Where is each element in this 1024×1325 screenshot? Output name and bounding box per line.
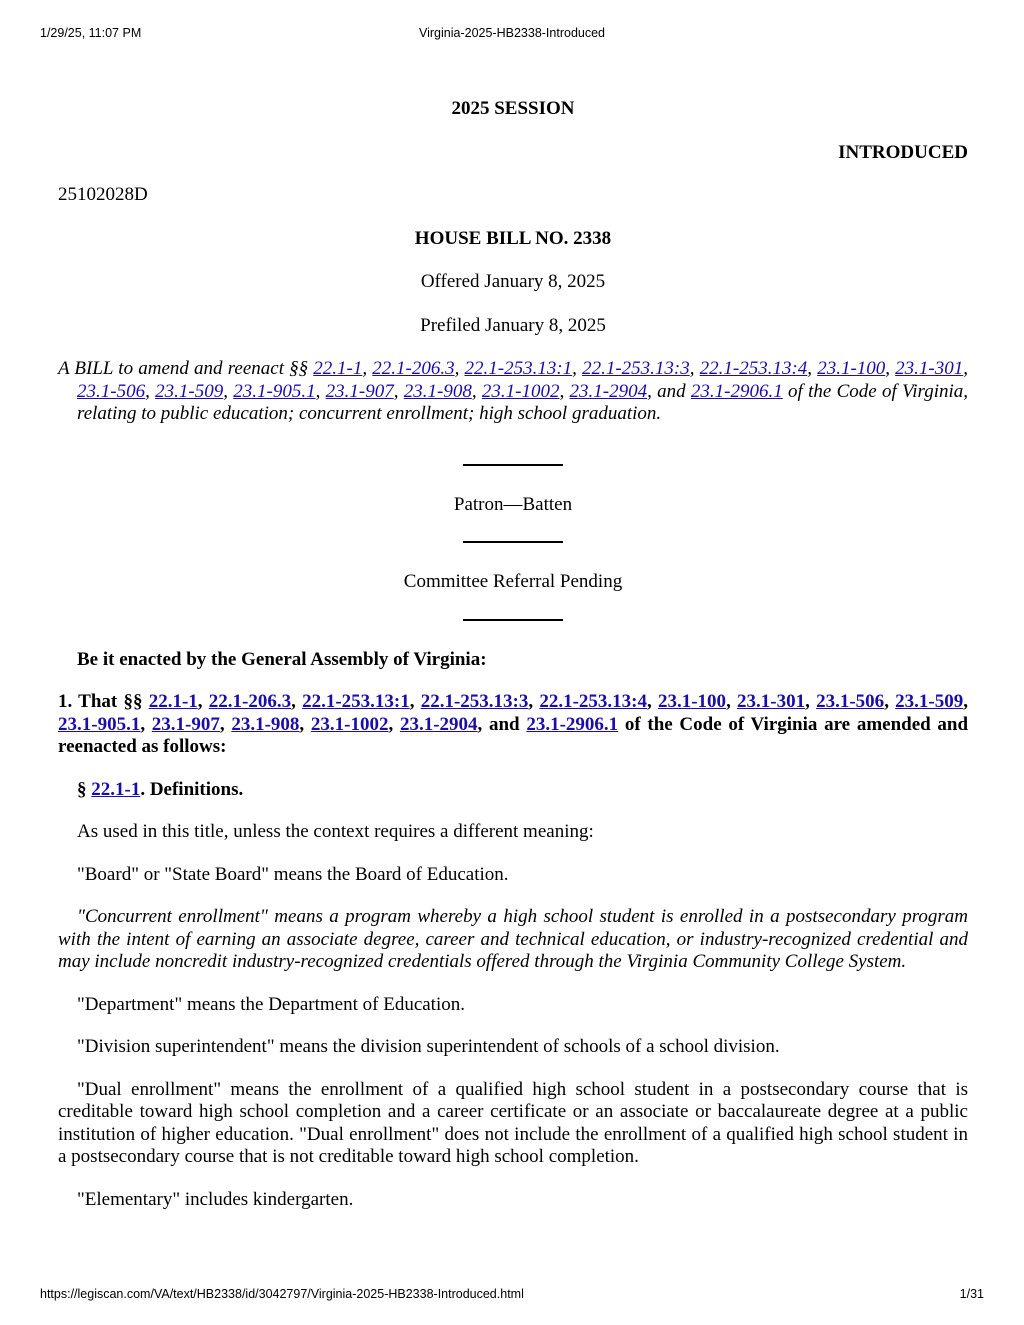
link-separator: , <box>885 358 896 379</box>
desc-section-link[interactable]: 23.1-2904 <box>569 380 648 402</box>
desc-section-link[interactable]: 23.1-509 <box>155 380 224 402</box>
desc-section-link[interactable]: 22.1-206.3 <box>372 358 455 379</box>
clause-section-link[interactable]: 23.1-100 <box>657 691 727 712</box>
definition-elementary: "Elementary" includes kindergarten. <box>77 1188 354 1210</box>
link-separator: , <box>197 691 209 712</box>
link-separator: , <box>219 713 232 735</box>
offered-date: Offered January 8, 2025 <box>420 271 606 292</box>
usage-paragraph: As used in this title, unless the context requires a different meaning: <box>77 821 594 842</box>
bill-title: HOUSE BILL NO. 2338 <box>414 227 612 249</box>
print-title: Virginia-2025-HB2338-Introduced <box>419 26 605 40</box>
link-separator: , <box>963 358 968 379</box>
link-separator: , <box>388 713 400 735</box>
amend-clause <box>58 691 968 759</box>
desc-section-link[interactable]: 23.1-506 <box>77 380 146 402</box>
link-separator: , <box>299 713 311 735</box>
section-mark: § <box>77 778 92 800</box>
clause-section-link[interactable]: 22.1-253.13:3 <box>420 691 529 712</box>
clause-section-link[interactable]: 23.1-905.1 <box>58 713 141 735</box>
bill-document <box>58 98 968 1211</box>
link-separator: , <box>409 691 421 712</box>
desc-section-link[interactable]: 22.1-253.13:4 <box>699 358 808 379</box>
desc-section-link[interactable]: 23.1-905.1 <box>233 380 316 402</box>
desc-section-link[interactable]: 23.1-301 <box>895 358 964 379</box>
link-separator: , <box>726 691 738 712</box>
enacting-clause: Be it enacted by the General Assembly of Virginia: <box>77 648 487 670</box>
link-separator: , <box>471 380 482 402</box>
clause-section-link[interactable]: 23.1-301 <box>737 691 806 712</box>
link-separator: , <box>572 358 583 379</box>
desc-section-link[interactable]: 23.1-2906.1 <box>690 380 783 402</box>
clause-prefix: 1. That §§ <box>58 691 149 712</box>
link-separator: , <box>647 691 658 712</box>
clause-section-link[interactable]: 23.1-506 <box>816 691 885 712</box>
status-heading: INTRODUCED <box>838 141 968 163</box>
print-datetime: 1/29/25, 11:07 PM <box>40 26 142 40</box>
desc-section-link[interactable]: 23.1-100 <box>817 358 886 379</box>
definition-department: "Department" means the Department of Education. <box>77 993 465 1015</box>
separator-rule <box>463 619 563 621</box>
section-heading <box>58 779 968 802</box>
desc-section-link[interactable]: 23.1-907 <box>325 380 394 402</box>
print-page-number: 1/31 <box>959 1287 984 1301</box>
separator-rule <box>463 464 563 466</box>
link-separator: , <box>805 691 817 712</box>
definition-concurrent-enrollment: "Concurrent enrollment" means a program whereby a high school student is enrolled in a postsecondary program with the intent of earning an associate degree, career and technical education, or industry-recognized credential and may include noncredit industry-recognized credentials offered through the Virginia Community College System. <box>58 906 968 972</box>
clause-section-link[interactable]: 22.1-253.13:4 <box>539 691 647 712</box>
clause-section-link[interactable]: 23.1-908 <box>231 713 300 735</box>
clause-section-link[interactable]: 23.1-907 <box>151 713 220 735</box>
link-separator: , <box>884 691 896 712</box>
desc-section-link[interactable]: 22.1-253.13:3 <box>582 358 690 379</box>
link-separator: , <box>963 691 968 712</box>
lis-number: 25102028D <box>58 184 148 205</box>
clause-section-link[interactable]: 23.1-1002 <box>310 713 389 735</box>
clause-section-link[interactable]: 22.1-206.3 <box>208 691 292 712</box>
clause-section-link[interactable]: 22.1-1 <box>148 691 198 712</box>
link-separator: , <box>362 358 373 379</box>
clause-section-link[interactable]: 22.1-253.13:1 <box>302 691 410 712</box>
section-link-22-1-1[interactable]: 22.1-1 <box>91 778 141 800</box>
print-url: https://legiscan.com/VA/text/HB2338/id/3042797/Virginia-2025-HB2338-Introduced.html <box>40 1287 524 1301</box>
link-separator: , <box>393 380 404 402</box>
link-separator: , <box>315 380 326 402</box>
link-separator: , <box>689 358 700 379</box>
clause-section-link[interactable]: 23.1-509 <box>895 691 964 712</box>
desc-section-link[interactable]: 23.1-908 <box>403 380 472 402</box>
desc-section-link[interactable]: 22.1-253.13:1 <box>464 358 573 379</box>
committee-referral: Committee Referral Pending <box>403 571 623 592</box>
bill-desc-suffix: of the Code of Virginia, relating to public education; concurrent enrollment; high school graduation. <box>77 380 969 424</box>
clause-section-link[interactable]: 23.1-2906.1 <box>526 713 619 735</box>
link-separator: , <box>807 358 818 379</box>
link-separator: , <box>528 691 540 712</box>
session-heading: 2025 SESSION <box>451 98 575 119</box>
desc-section-link[interactable]: 23.1-1002 <box>481 380 560 402</box>
definition-board: "Board" or "State Board" means the Board of Education. <box>77 863 509 885</box>
link-separator: , <box>145 380 156 402</box>
clause-suffix: of the Code of Virginia are amended and reenacted as follows: <box>58 713 969 757</box>
separator-rule <box>463 541 563 543</box>
link-separator: , <box>559 380 570 402</box>
definition-division-superintendent: "Division superintendent" means the division superintendent of schools of a school division. <box>77 1036 780 1057</box>
link-separator: , <box>223 380 234 402</box>
link-separator: , <box>454 358 465 379</box>
link-separator: , and <box>647 380 691 402</box>
link-separator: , <box>140 713 152 735</box>
link-separator: , and <box>477 713 527 735</box>
desc-section-link[interactable]: 22.1-1 <box>313 358 363 379</box>
link-separator: , <box>291 691 303 712</box>
bill-desc-prefix: A BILL to amend and reenact §§ <box>58 358 314 379</box>
patron: Patron—Batten <box>453 493 573 515</box>
section-heading-text: . Definitions. <box>140 778 244 800</box>
prefiled-date: Prefiled January 8, 2025 <box>420 314 606 336</box>
definition-dual-enrollment: "Dual enrollment" means the enrollment of a qualified high school student in a postsecondary course that is creditable toward high school completion and a career certificate or an associate or baccalaureate degree at a public institution of higher education. "Dual enrollment" does not include the enrollment of a qualified high school student in a postsecondary course that is not creditable toward high school completion. <box>58 1078 968 1167</box>
clause-section-link[interactable]: 23.1-2904 <box>399 713 478 735</box>
bill-description <box>58 358 968 426</box>
